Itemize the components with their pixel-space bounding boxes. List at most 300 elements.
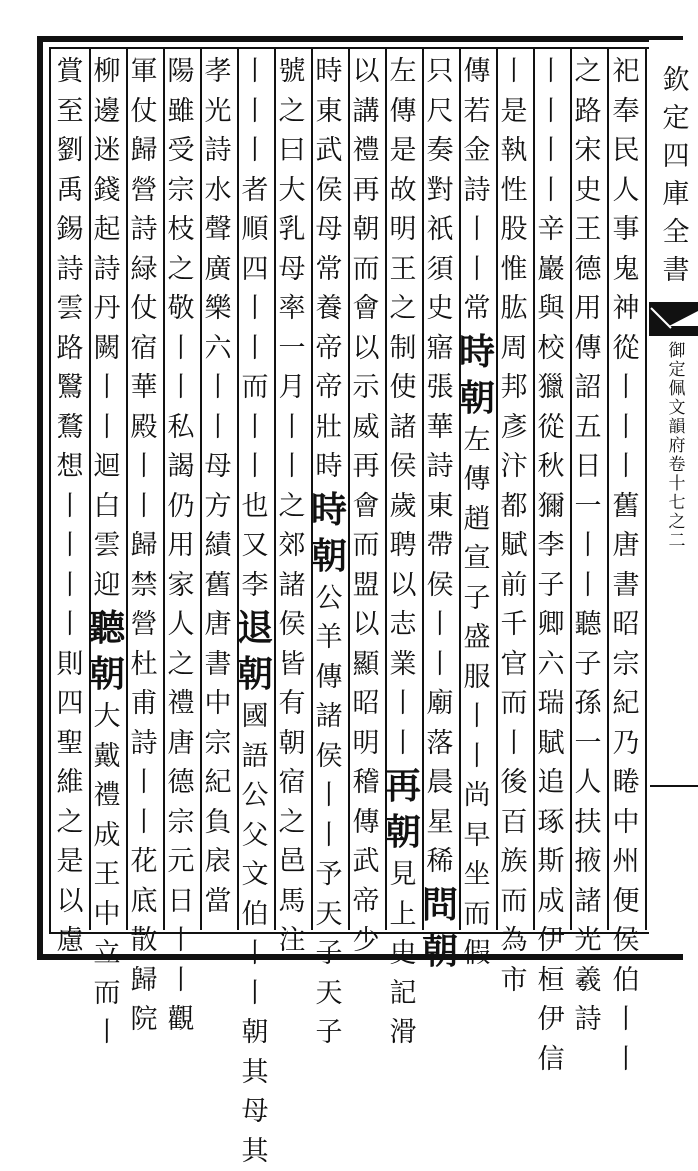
- text-char: 坐: [458, 855, 496, 895]
- text-char: 四: [51, 684, 89, 724]
- text-char: 王: [569, 210, 607, 250]
- text-char: 傳: [310, 658, 348, 698]
- text-char: 丨: [199, 368, 237, 408]
- text-char: 母: [273, 250, 311, 290]
- text-char: 鷖: [51, 368, 89, 408]
- text-char: 故: [384, 171, 422, 211]
- text-char: 以: [51, 882, 89, 922]
- text-char: 侯: [607, 921, 645, 961]
- text-char: 扆: [199, 842, 237, 882]
- text-char: 從: [607, 329, 645, 369]
- text-char: 詩: [88, 250, 126, 290]
- text-char: 中: [607, 803, 645, 843]
- text-char: 以: [347, 329, 385, 369]
- text-char: 家: [162, 566, 200, 606]
- text-column: [273, 52, 311, 924]
- text-char: 受: [162, 131, 200, 171]
- text-char: 祀: [607, 52, 645, 92]
- text-char: 廣: [199, 250, 237, 290]
- text-char: 唐: [607, 526, 645, 566]
- text-char: 諸: [273, 566, 311, 606]
- text-char: 詩: [125, 210, 163, 250]
- text-char: 底: [125, 882, 163, 922]
- text-char: 又: [236, 526, 274, 566]
- text-char: 柳: [88, 52, 126, 92]
- text-char: 成: [88, 816, 126, 856]
- text-char: 丨: [51, 605, 89, 645]
- text-char: 官: [495, 645, 533, 685]
- text-char: 丨: [607, 1000, 645, 1040]
- text-char: 而: [347, 526, 385, 566]
- text-char: 丨: [88, 368, 126, 408]
- text-char: 掖: [569, 842, 607, 882]
- text-column: [199, 52, 237, 924]
- headword-char: 聽: [88, 605, 126, 651]
- text-char: 中: [199, 684, 237, 724]
- text-char: 當: [199, 882, 237, 922]
- text-char: 丨: [51, 487, 89, 527]
- text-char: 上: [384, 895, 422, 935]
- text-char: 帝: [347, 882, 385, 922]
- text-char: 丨: [125, 803, 163, 843]
- text-char: 陽: [162, 52, 200, 92]
- text-char: 天: [310, 895, 348, 935]
- text-char: 人: [162, 605, 200, 645]
- text-char: 雖: [162, 92, 200, 132]
- text-char: 丨: [162, 329, 200, 369]
- text-char: 賦: [532, 724, 570, 764]
- text-char: 之: [162, 250, 200, 290]
- text-column: [162, 52, 200, 924]
- text-char: 講: [347, 92, 385, 132]
- text-char: 奏: [421, 131, 459, 171]
- text-char: 之: [384, 289, 422, 329]
- text-char: 文: [236, 855, 274, 895]
- text-char: 觀: [162, 1000, 200, 1040]
- text-char: 德: [162, 763, 200, 803]
- text-char: 乳: [273, 210, 311, 250]
- text-char: 六: [199, 329, 237, 369]
- text-char: 之: [273, 803, 311, 843]
- headword-char: 時: [458, 329, 496, 375]
- text-char: 李: [532, 526, 570, 566]
- text-char: 迎: [88, 566, 126, 606]
- text-char: 語: [236, 737, 274, 777]
- text-char: 緑: [125, 250, 163, 290]
- text-char: 丨: [236, 131, 274, 171]
- text-char: 廟: [421, 684, 459, 724]
- text-char: 敬: [162, 289, 200, 329]
- text-char: 見: [384, 855, 422, 895]
- text-char: 雲: [51, 289, 89, 329]
- text-char: 再: [347, 171, 385, 211]
- text-char: 者: [236, 171, 274, 211]
- text-char: 孝: [199, 52, 237, 92]
- text-char: 史: [569, 171, 607, 211]
- text-char: 書: [607, 566, 645, 606]
- text-char: 丨: [607, 447, 645, 487]
- text-char: 謁: [162, 447, 200, 487]
- text-char: 仗: [125, 289, 163, 329]
- text-char: 錢: [88, 171, 126, 211]
- text-char: 獵: [532, 368, 570, 408]
- margin-divider: [650, 785, 698, 787]
- text-char: 市: [495, 961, 533, 1001]
- text-char: 時: [310, 52, 348, 92]
- text-char: 盛: [458, 618, 496, 658]
- text-char: 寤: [421, 329, 459, 369]
- volume-char: 文: [669, 399, 686, 418]
- text-char: 杜: [125, 645, 163, 685]
- text-char: 時: [310, 447, 348, 487]
- text-char: 晨: [421, 763, 459, 803]
- text-char: 迴: [88, 447, 126, 487]
- text-char: 賦: [495, 526, 533, 566]
- text-char: 詩: [51, 250, 89, 290]
- text-char: 舊: [199, 566, 237, 606]
- text-char: 慮: [51, 921, 89, 961]
- text-char: 丨: [421, 605, 459, 645]
- text-char: 明: [347, 724, 385, 764]
- text-column: [384, 52, 422, 924]
- text-char: 禮: [88, 776, 126, 816]
- text-char: 禮: [162, 684, 200, 724]
- text-char: 王: [88, 855, 126, 895]
- text-char: 琢: [532, 803, 570, 843]
- text-char: 侯: [273, 605, 311, 645]
- text-char: 路: [51, 329, 89, 369]
- volume-label: [660, 342, 694, 551]
- text-char: 丨: [199, 408, 237, 448]
- text-char: 信: [532, 1040, 570, 1080]
- text-char: 仍: [162, 487, 200, 527]
- text-char: 李: [236, 566, 274, 606]
- text-char: 宗: [607, 645, 645, 685]
- text-char: 羊: [310, 618, 348, 658]
- text-char: 侯: [310, 171, 348, 211]
- text-char: 丨: [125, 763, 163, 803]
- text-char: 扶: [569, 803, 607, 843]
- text-char: 立: [88, 934, 126, 974]
- text-column: [495, 52, 533, 924]
- text-char: 之: [162, 645, 200, 685]
- text-char: 邊: [88, 92, 126, 132]
- text-char: 丨: [607, 408, 645, 448]
- text-char: 丨: [384, 724, 422, 764]
- text-char: 之: [51, 803, 89, 843]
- text-char: 母: [199, 447, 237, 487]
- text-char: 詔: [569, 368, 607, 408]
- text-char: 雲: [88, 526, 126, 566]
- text-char: 營: [125, 171, 163, 211]
- text-char: 紀: [199, 763, 237, 803]
- text-char: 以: [347, 52, 385, 92]
- text-char: 子: [569, 645, 607, 685]
- text-char: 丨: [495, 52, 533, 92]
- text-char: 母: [310, 210, 348, 250]
- text-char: 子: [458, 579, 496, 619]
- text-char: 院: [125, 1000, 163, 1040]
- text-char: 歸: [125, 961, 163, 1001]
- text-char: 會: [347, 487, 385, 527]
- text-char: 丨: [458, 737, 496, 777]
- title-char: 欽: [663, 62, 690, 100]
- text-char: 傳: [569, 329, 607, 369]
- text-char: 郊: [273, 526, 311, 566]
- headword-char: 朝: [421, 928, 459, 974]
- text-char: 邦: [495, 368, 533, 408]
- text-char: 日: [162, 882, 200, 922]
- text-char: 丨: [310, 776, 348, 816]
- text-char: 仗: [125, 92, 163, 132]
- text-char: 維: [51, 763, 89, 803]
- text-char: 日: [569, 447, 607, 487]
- text-char: 斯: [532, 842, 570, 882]
- text-char: 丨: [236, 974, 274, 1014]
- text-char: 以: [347, 605, 385, 645]
- text-char: 東: [421, 487, 459, 527]
- text-char: 子: [310, 934, 348, 974]
- text-char: 諸: [384, 408, 422, 448]
- text-char: 侯: [384, 447, 422, 487]
- text-char: 服: [458, 658, 496, 698]
- text-char: 起: [88, 210, 126, 250]
- text-char: 丨: [236, 408, 274, 448]
- headword-char: 退: [236, 605, 274, 651]
- text-char: 詩: [199, 131, 237, 171]
- text-char: 而: [458, 895, 496, 935]
- text-char: 丨: [236, 52, 274, 92]
- text-char: 而: [495, 684, 533, 724]
- text-char: 丨: [162, 368, 200, 408]
- text-char: 丨: [458, 697, 496, 737]
- text-char: 方: [199, 487, 237, 527]
- text-char: 獮: [532, 487, 570, 527]
- text-char: 史: [421, 289, 459, 329]
- text-char: 子: [532, 566, 570, 606]
- text-char: 殿: [125, 408, 163, 448]
- text-char: 族: [495, 842, 533, 882]
- title-char: 庫: [663, 176, 690, 214]
- text-char: 之: [569, 52, 607, 92]
- fishtail-mark-icon: [649, 302, 698, 336]
- title-char: 書: [663, 252, 690, 290]
- text-char: 禹: [51, 171, 89, 211]
- text-char: 而: [347, 250, 385, 290]
- text-char: 丨: [125, 447, 163, 487]
- text-char: 宗: [162, 803, 200, 843]
- text-char: 丨: [236, 934, 274, 974]
- text-char: 賞: [51, 52, 89, 92]
- text-char: 宣: [458, 539, 496, 579]
- text-char: 昭: [347, 684, 385, 724]
- text-char: 則: [51, 645, 89, 685]
- text-char: 禁: [125, 566, 163, 606]
- text-char: 軍: [125, 52, 163, 92]
- headword-char: 朝: [458, 375, 496, 421]
- text-char: 傳: [458, 52, 496, 92]
- text-char: 丨: [236, 447, 274, 487]
- text-char: 股: [495, 210, 533, 250]
- text-char: 宗: [199, 724, 237, 764]
- text-char: 會: [347, 289, 385, 329]
- text-char: 滑: [384, 1013, 422, 1053]
- text-char: 之: [273, 92, 311, 132]
- text-char: 丨: [51, 526, 89, 566]
- text-char: 詩: [421, 447, 459, 487]
- text-char: 丨: [384, 684, 422, 724]
- volume-char: 御: [669, 342, 686, 361]
- text-char: 成: [532, 882, 570, 922]
- text-char: 早: [458, 816, 496, 856]
- text-char: 六: [532, 645, 570, 685]
- text-char: 壯: [310, 408, 348, 448]
- text-char: 東: [310, 92, 348, 132]
- text-char: 校: [532, 329, 570, 369]
- volume-char: 之: [669, 513, 686, 532]
- text-char: 朝: [273, 724, 311, 764]
- text-char: 武: [347, 842, 385, 882]
- text-char: 散: [125, 921, 163, 961]
- text-char: 水: [199, 171, 237, 211]
- text-char: 曰: [273, 131, 311, 171]
- text-char: 月: [273, 368, 311, 408]
- text-char: 惟: [495, 250, 533, 290]
- text-char: 五: [569, 408, 607, 448]
- text-char: 丨: [236, 92, 274, 132]
- volume-char: 卷: [669, 456, 686, 475]
- text-char: 唐: [199, 605, 237, 645]
- text-char: 落: [421, 724, 459, 764]
- text-char: 聲: [199, 210, 237, 250]
- text-char: 丨: [236, 329, 274, 369]
- text-char: 其: [236, 1132, 274, 1171]
- text-char: 稽: [347, 763, 385, 803]
- text-char: 注: [273, 921, 311, 961]
- book-title: [658, 62, 694, 290]
- text-char: 劉: [51, 131, 89, 171]
- text-char: 丨: [421, 645, 459, 685]
- text-char: 丨: [88, 408, 126, 448]
- text-char: 伊: [532, 1000, 570, 1040]
- text-char: 人: [607, 171, 645, 211]
- text-char: 宗: [162, 171, 200, 211]
- text-char: 也: [236, 487, 274, 527]
- text-char: 丨: [273, 447, 311, 487]
- text-char: 一: [273, 329, 311, 369]
- text-char: 負: [199, 803, 237, 843]
- text-char: 公: [310, 579, 348, 619]
- text-char: 事: [607, 210, 645, 250]
- title-char: 四: [663, 138, 690, 176]
- text-char: 常: [458, 289, 496, 329]
- text-char: 用: [569, 289, 607, 329]
- volume-char: 七: [669, 494, 686, 513]
- text-char: 千: [495, 605, 533, 645]
- text-char: 丨: [162, 961, 200, 1001]
- text-char: 光: [569, 921, 607, 961]
- text-char: 用: [162, 526, 200, 566]
- text-char: 丨: [310, 816, 348, 856]
- text-char: 與: [532, 289, 570, 329]
- text-char: 左: [384, 52, 422, 92]
- headword-char: 時: [310, 487, 348, 533]
- text-char: 丹: [88, 289, 126, 329]
- text-char: 伯: [236, 895, 274, 935]
- text-char: 子: [310, 1013, 348, 1053]
- text-char: 諸: [569, 882, 607, 922]
- text-char: 業: [384, 645, 422, 685]
- text-char: 丨: [51, 566, 89, 606]
- text-char: 皆: [273, 645, 311, 685]
- text-char: 父: [236, 816, 274, 856]
- text-char: 之: [273, 487, 311, 527]
- text-char: 邑: [273, 842, 311, 882]
- text-char: 丨: [458, 210, 496, 250]
- text-char: 以: [384, 566, 422, 606]
- text-char: 丨: [569, 526, 607, 566]
- text-column: [569, 52, 607, 924]
- text-char: 歸: [125, 131, 163, 171]
- text-char: 周: [495, 329, 533, 369]
- text-char: 母: [236, 1092, 274, 1132]
- text-char: 甫: [125, 684, 163, 724]
- text-char: 有: [273, 684, 311, 724]
- text-char: 尚: [458, 776, 496, 816]
- text-char: 對: [421, 171, 459, 211]
- title-char: 定: [663, 100, 690, 138]
- headword-char: 問: [421, 882, 459, 928]
- text-char: 只: [421, 52, 459, 92]
- text-char: 乃: [607, 724, 645, 764]
- text-char: 樂: [199, 289, 237, 329]
- text-char: 枝: [162, 210, 200, 250]
- text-char: 聖: [51, 724, 89, 764]
- text-char: 予: [310, 855, 348, 895]
- volume-char: 十: [669, 475, 686, 494]
- text-char: 趙: [458, 500, 496, 540]
- text-char: 孫: [569, 684, 607, 724]
- text-char: 顯: [347, 645, 385, 685]
- text-char: 汴: [495, 447, 533, 487]
- text-char: 桓: [532, 961, 570, 1001]
- text-char: 若: [458, 92, 496, 132]
- text-char: 左: [458, 421, 496, 461]
- text-char: 民: [607, 131, 645, 171]
- headword-char: 再: [384, 763, 422, 809]
- text-column: [310, 52, 348, 924]
- text-char: 闕: [88, 329, 126, 369]
- text-char: 大: [88, 697, 126, 737]
- text-char: 丨: [458, 250, 496, 290]
- text-char: 羲: [569, 961, 607, 1001]
- text-char: 都: [495, 487, 533, 527]
- text-char: 傳: [384, 92, 422, 132]
- text-char: 宿: [125, 329, 163, 369]
- text-char: 營: [125, 605, 163, 645]
- text-char: 中: [88, 895, 126, 935]
- text-char: 丨: [532, 92, 570, 132]
- text-char: 私: [162, 408, 200, 448]
- text-char: 秋: [532, 447, 570, 487]
- text-char: 神: [607, 289, 645, 329]
- text-char: 績: [199, 526, 237, 566]
- text-char: 丨: [125, 487, 163, 527]
- text-char: 至: [51, 92, 89, 132]
- text-char: 紀: [607, 684, 645, 724]
- text-char: 詩: [125, 724, 163, 764]
- text-char: 彥: [495, 408, 533, 448]
